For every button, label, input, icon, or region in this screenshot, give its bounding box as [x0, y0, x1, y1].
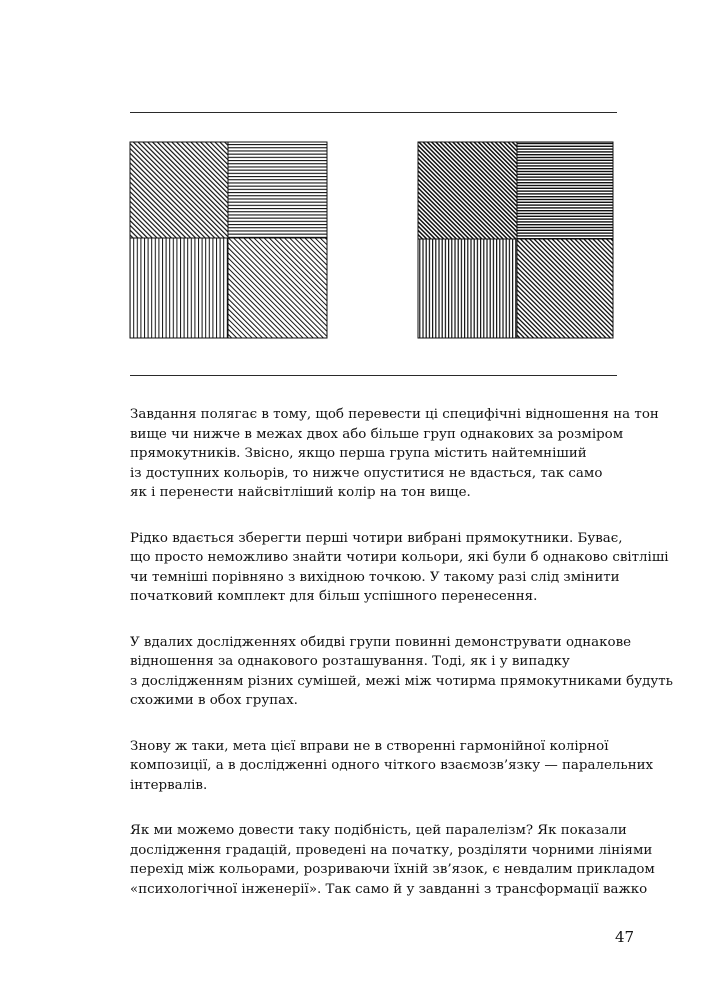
text-line: що просто неможливо знайти чотири кольори, які були б однаково світліші [130, 550, 669, 565]
quadrant-horizontal-top-right [517, 142, 613, 239]
parallel-intervals-figure [0, 0, 702, 400]
quadrant-diagonal-bottom-right [228, 238, 327, 338]
paragraph [130, 405, 659, 503]
text-line: Знову ж таки, мета цієї вправи не в створенні гармонійної колірної [130, 738, 609, 754]
text-line: як і перенести найсвітліший колір на тон вище. [130, 485, 471, 500]
text-line: початковий комплект для більш успішного перенесення. [130, 589, 538, 604]
paragraph [130, 633, 673, 711]
paragraph [130, 529, 669, 607]
quadrant-group-left [130, 142, 327, 338]
text-line: відношення за однакового розташування. Тоді, як і у випадку [130, 654, 570, 669]
text-line: інтервалів. [130, 777, 208, 793]
paragraph [130, 737, 654, 796]
text-line: із доступних кольорів, то нижче опуститися не вдасться, так само [130, 465, 603, 481]
text-line: У вдалих дослідженнях обидві групи повинні демонструвати однакове [130, 634, 632, 650]
bottom-divider-rule [130, 375, 617, 376]
text-line: композиції, а в дослідженні одного чіткого взаємозв’язку — паралельних [130, 758, 654, 773]
quadrant-vertical-bottom-left [418, 239, 517, 338]
text-line: схожими в обох групах. [130, 693, 298, 708]
text-line: «психологічної інженерії». Так само й у завданні з трансформації важко [130, 881, 648, 897]
page-number: 47 [615, 928, 635, 946]
text-line: чи темніші порівняно з вихідною точкою. У такому разі слід змінити [130, 569, 620, 585]
text-line: Рідко вдається зберегти перші чотири вибрані прямокутники. Буває, [130, 530, 623, 546]
text-line: прямокутників. Звісно, якщо перша група містить найтемніший [130, 446, 587, 461]
text-line: Завдання полягає в тому, щоб перевести ці специфічні відношення на тон [130, 407, 659, 422]
body-text [130, 405, 673, 925]
quadrant-diagonal-top-left [130, 142, 228, 238]
text-line: з дослідженням різних сумішей, межі між чотирма прямокутниками будуть [130, 673, 673, 689]
quadrant-horizontal-top-right [228, 142, 327, 238]
text-line: Як ми можемо довести таку подібність, цей паралелізм? Як показали [130, 823, 627, 838]
quadrant-vertical-bottom-left [130, 238, 228, 338]
text-line: дослідження градацій, проведені на початку, розділяти чорними лініями [130, 842, 653, 858]
quadrant-group-right [418, 142, 613, 338]
quadrant-diagonal-bottom-right [517, 239, 613, 338]
text-line: вище чи нижче в межах двох або більше груп однакових за розміром [130, 426, 624, 442]
text-line: перехід між кольорами, розриваючи їхній зв’язок, є невдалим прикладом [130, 862, 655, 877]
quadrant-diagonal-top-left [418, 142, 517, 239]
paragraph [130, 821, 655, 899]
